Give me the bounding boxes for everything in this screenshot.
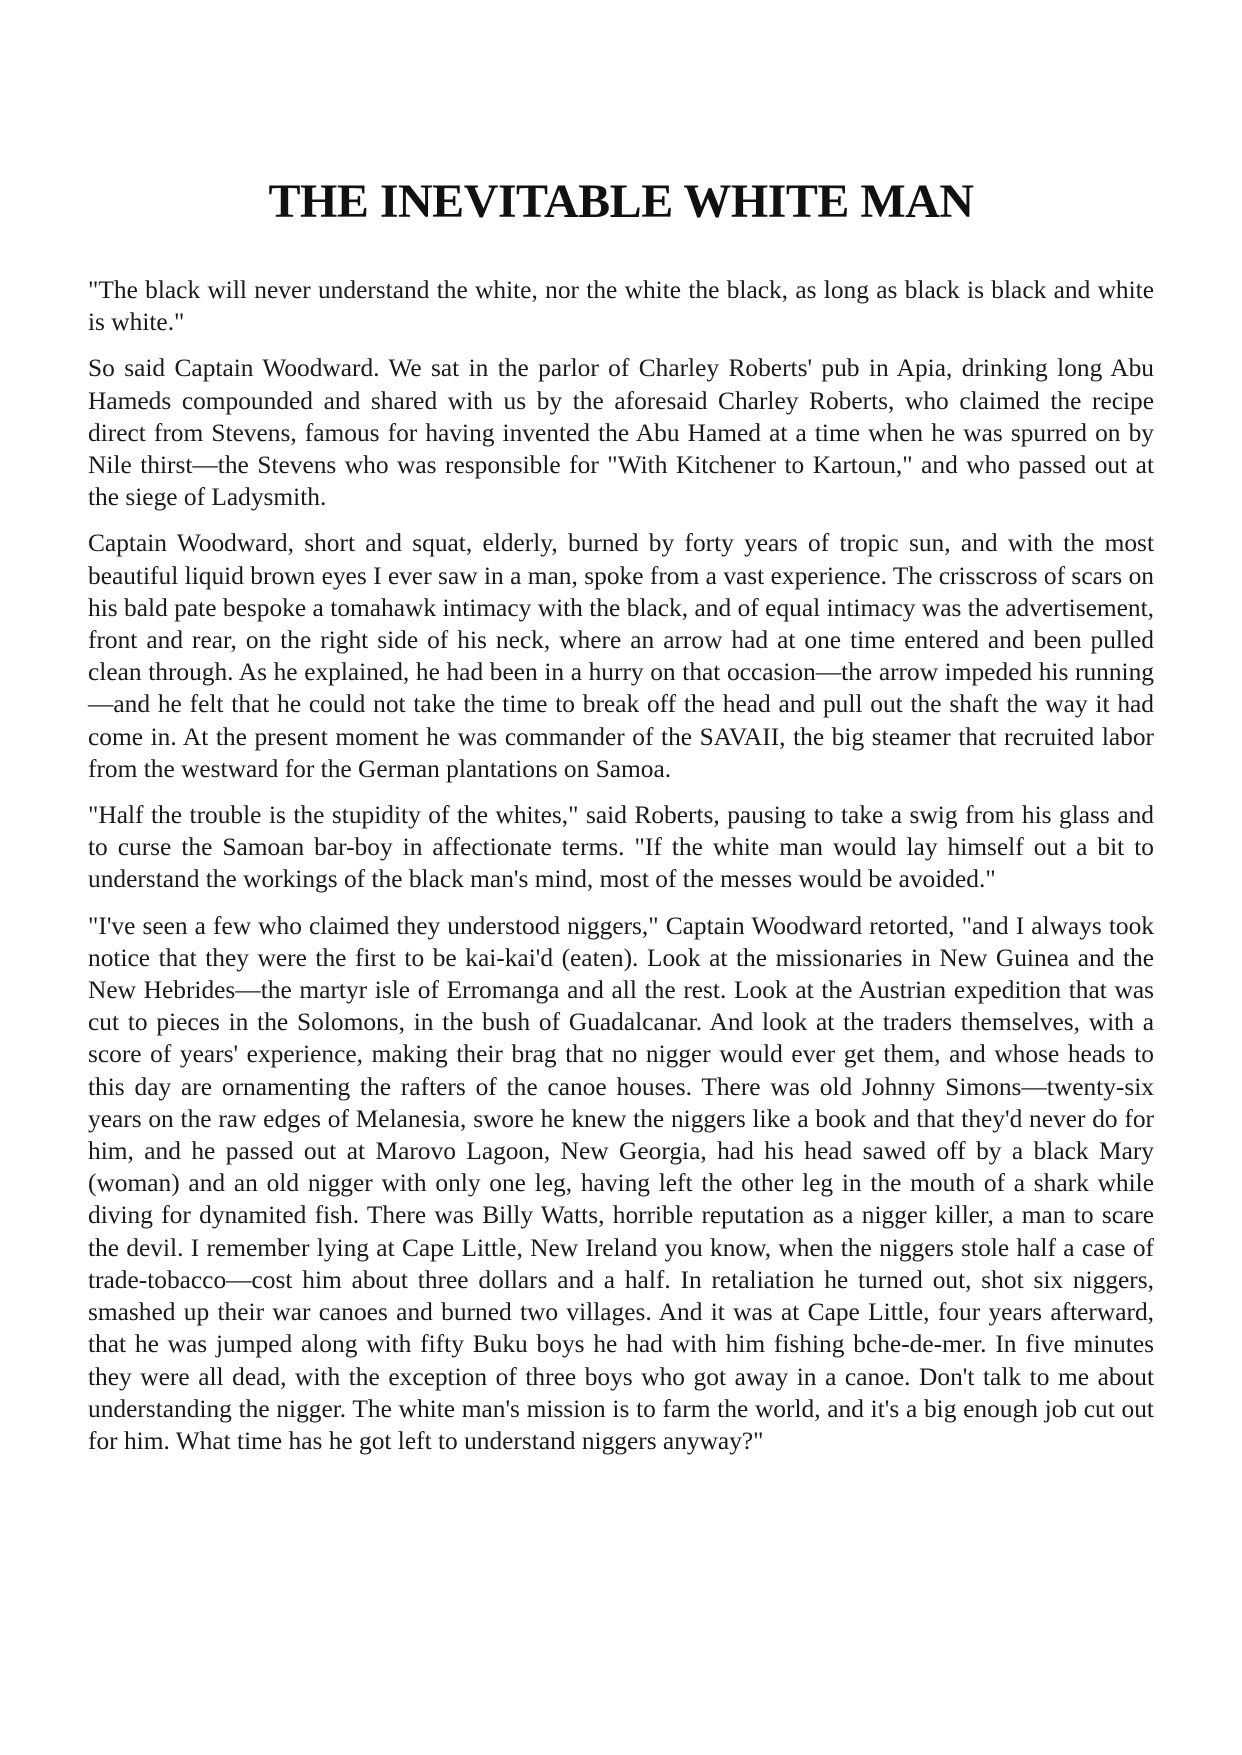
paragraph-3: Captain Woodward, short and squat, elderly, burned by forty years of tropic sun, and with the most beautiful liquid brown eyes I ever saw in a man, spoke from a vast experience. The crisscross of scars on his bald pate bespoke a tomahawk intimacy with the black, and of equal intimacy was the advertisement, front and rear, on the right side of his neck, where an arrow had at one time entered and been pulled clean through. As he explained, he had been in a hurry on that occasion—the arrow impeded his running—and he felt that he could not take the time to break off the head and pull out the shaft the way it had come in. At the present moment he was commander of the SAVAII, the big steamer that recruited labor from the westward for the German plantations on Samoa. (88, 529, 1154, 783)
page-title: THE INEVITABLE WHITE MAN (268, 175, 974, 228)
paragraph-2: So said Captain Woodward. We sat in the parlor of Charley Roberts' pub in Apia, drinking long Abu Hameds compounded and shared with us by the aforesaid Charley Roberts, who claimed the recipe direct from Stevens, famous for having invented the Abu Hamed at a time when he was spurred on by Nile thirst—the Stevens who was responsible for "With Kitchener to Kartoun," and who passed out at the siege of Ladysmith. (88, 354, 1154, 512)
document-page (88, 170, 1154, 1471)
paragraph-5: "I've seen a few who claimed they understood niggers," Captain Woodward retorted, "and I always took notice that they were the first to be kai-kai'd (eaten). Look at the missionaries in New Guinea and the New Hebrides—the martyr isle of Erromanga and all the rest. Look at the Austrian expedition that was cut to pieces in the Solomons, in the bush of Guadalcanar. And look at the traders themselves, with a score of years' experience, making their brag that no nigger would ever get them, and whose heads to this day are ornamenting the rafters of the canoe houses. There was old Johnny Simons—twenty-six years on the raw edges of Melanesia, swore he knew the niggers like a book and that they'd never do for him, and he passed out at Marovo Lagoon, New Georgia, had his head sawed off by a black Mary (woman) and an old nigger with only one leg, having left the other leg in the mouth of a shark while diving for dynamited fish. There was Billy Watts, horrible reputation as a nigger killer, a man to scare the devil. I remember lying at Cape Little, New Ireland you know, when the niggers stole half a case of trade-tobacco—cost him about three dollars and a half. In retaliation he turned out, shot six niggers, smashed up their war canoes and burned two villages. And it was at Cape Little, four years afterward, that he was jumped along with fifty Buku boys he had with him fishing bche-de-mer. In five minutes they were all dead, with the exception of three boys who got away in a canoe. Don't talk to me about understanding the nigger. The white man's mission is to farm the world, and it's a big enough job cut out for him. What time has he got left to understand niggers anyway?" (88, 911, 1154, 1455)
paragraph-1: "The black will never understand the white, nor the white the black, as long as black is black and white is white." (88, 276, 1154, 337)
paragraph-4: "Half the trouble is the stupidity of the whites," said Roberts, pausing to take a swig from his glass and to curse the Samoan bar-boy in affectionate terms. "If the white man would lay himself out a bit to understand the workings of the black man's mind, most of the messes would be avoided." (88, 801, 1154, 894)
